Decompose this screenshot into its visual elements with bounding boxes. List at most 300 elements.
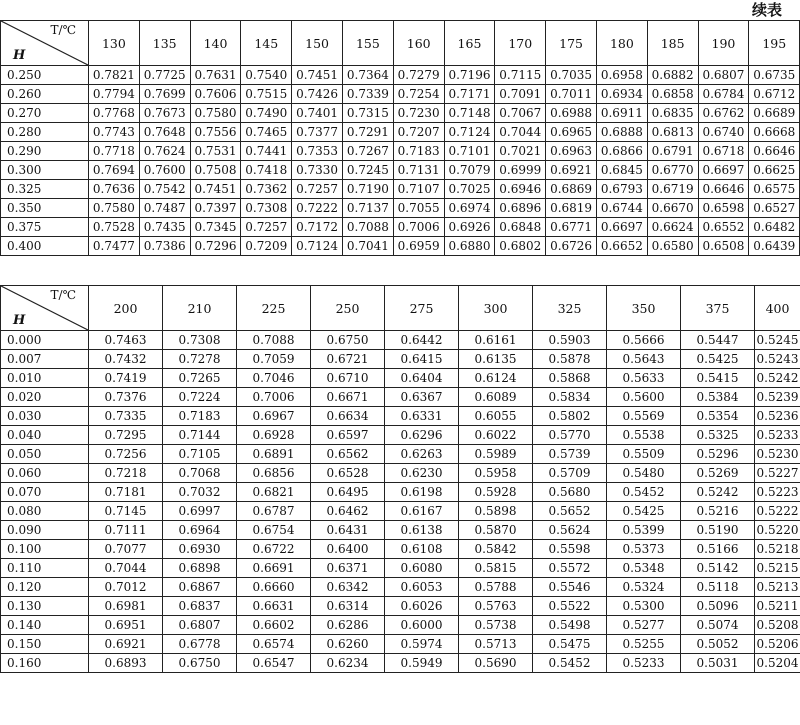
value-cell: 0.6793: [596, 180, 647, 199]
value-cell: 0.6744: [596, 199, 647, 218]
h-value-cell: 0.280: [1, 123, 89, 142]
value-cell: 0.5166: [681, 540, 755, 559]
temperature-header: 160: [393, 21, 444, 66]
value-cell: 0.5522: [533, 597, 607, 616]
value-cell: 0.5300: [607, 597, 681, 616]
temperature-header: 180: [596, 21, 647, 66]
value-cell: 0.6963: [546, 142, 597, 161]
value-cell: 0.6967: [237, 407, 311, 426]
h-value-cell: 0.400: [1, 237, 89, 256]
value-cell: 0.7077: [89, 540, 163, 559]
value-cell: 0.7041: [342, 237, 393, 256]
value-cell: 0.5480: [607, 464, 681, 483]
value-cell: 0.7432: [89, 350, 163, 369]
value-cell: 0.6951: [89, 616, 163, 635]
table-lower: [0, 285, 800, 673]
h-value-cell: 0.290: [1, 142, 89, 161]
value-cell: 0.7088: [342, 218, 393, 237]
value-cell: 0.6882: [647, 66, 698, 85]
value-cell: 0.5498: [533, 616, 607, 635]
value-cell: 0.6770: [647, 161, 698, 180]
value-cell: 0.6670: [647, 199, 698, 218]
value-cell: 0.6439: [749, 237, 800, 256]
value-cell: 0.5974: [385, 635, 459, 654]
table-row: [1, 66, 800, 85]
value-cell: 0.6835: [647, 104, 698, 123]
value-cell: 0.6807: [698, 66, 749, 85]
table-row: [1, 331, 800, 350]
h-value-cell: 0.040: [1, 426, 89, 445]
value-cell: 0.7401: [292, 104, 343, 123]
h-value-cell: 0.140: [1, 616, 89, 635]
value-cell: 0.7477: [89, 237, 140, 256]
value-cell: 0.6234: [311, 654, 385, 673]
value-cell: 0.7556: [190, 123, 241, 142]
value-cell: 0.6286: [311, 616, 385, 635]
value-cell: 0.7362: [241, 180, 292, 199]
value-cell: 0.7032: [163, 483, 237, 502]
table-row: [1, 521, 800, 540]
value-cell: 0.6415: [385, 350, 459, 369]
temperature-header: 225: [237, 286, 311, 331]
value-cell: 0.6580: [647, 237, 698, 256]
value-cell: 0.5325: [681, 426, 755, 445]
value-cell: 0.5643: [607, 350, 681, 369]
h-label: H: [13, 48, 26, 63]
value-cell: 0.6198: [385, 483, 459, 502]
value-cell: 0.5233: [755, 426, 800, 445]
table-row: [1, 237, 800, 256]
table-row: [1, 540, 800, 559]
value-cell: 0.5373: [607, 540, 681, 559]
value-cell: 0.7183: [163, 407, 237, 426]
value-cell: 0.6791: [647, 142, 698, 161]
value-cell: 0.7377: [292, 123, 343, 142]
h-value-cell: 0.110: [1, 559, 89, 578]
table-row: [1, 161, 800, 180]
value-cell: 0.6404: [385, 369, 459, 388]
value-cell: 0.7600: [139, 161, 190, 180]
temperature-header: 130: [89, 21, 140, 66]
value-cell: 0.5815: [459, 559, 533, 578]
value-cell: 0.7222: [292, 199, 343, 218]
corner-cell: [1, 286, 89, 331]
h-label: H: [13, 313, 26, 328]
value-cell: 0.5213: [755, 578, 800, 597]
value-cell: 0.6342: [311, 578, 385, 597]
value-cell: 0.6000: [385, 616, 459, 635]
value-cell: 0.7335: [89, 407, 163, 426]
table-row: [1, 445, 800, 464]
value-cell: 0.5242: [755, 369, 800, 388]
value-cell: 0.6668: [749, 123, 800, 142]
temperature-header: 170: [495, 21, 546, 66]
value-cell: 0.6367: [385, 388, 459, 407]
value-cell: 0.7257: [241, 218, 292, 237]
value-cell: 0.5425: [681, 350, 755, 369]
value-cell: 0.5142: [681, 559, 755, 578]
value-cell: 0.5958: [459, 464, 533, 483]
value-cell: 0.5348: [607, 559, 681, 578]
value-cell: 0.5666: [607, 331, 681, 350]
value-cell: 0.7768: [89, 104, 140, 123]
table-row: [1, 578, 800, 597]
value-cell: 0.6997: [163, 502, 237, 521]
value-cell: 0.7648: [139, 123, 190, 142]
value-cell: 0.6981: [89, 597, 163, 616]
h-value-cell: 0.250: [1, 66, 89, 85]
value-cell: 0.7606: [190, 85, 241, 104]
value-cell: 0.6750: [311, 331, 385, 350]
value-cell: 0.6898: [163, 559, 237, 578]
value-cell: 0.6722: [237, 540, 311, 559]
value-cell: 0.6821: [237, 483, 311, 502]
value-cell: 0.6958: [596, 66, 647, 85]
temperature-header: 325: [533, 286, 607, 331]
value-cell: 0.5399: [607, 521, 681, 540]
value-cell: 0.6802: [495, 237, 546, 256]
value-cell: 0.5842: [459, 540, 533, 559]
h-value-cell: 0.100: [1, 540, 89, 559]
value-cell: 0.6574: [237, 635, 311, 654]
value-cell: 0.5227: [755, 464, 800, 483]
value-cell: 0.7451: [292, 66, 343, 85]
value-cell: 0.7137: [342, 199, 393, 218]
temperature-header: 195: [749, 21, 800, 66]
value-cell: 0.7059: [237, 350, 311, 369]
value-cell: 0.7044: [495, 123, 546, 142]
value-cell: 0.7308: [241, 199, 292, 218]
value-cell: 0.5206: [755, 635, 800, 654]
value-cell: 0.5770: [533, 426, 607, 445]
value-cell: 0.5233: [607, 654, 681, 673]
value-cell: 0.5239: [755, 388, 800, 407]
value-cell: 0.6527: [749, 199, 800, 218]
value-cell: 0.7145: [89, 502, 163, 521]
value-cell: 0.7035: [546, 66, 597, 85]
value-cell: 0.6138: [385, 521, 459, 540]
value-cell: 0.5713: [459, 635, 533, 654]
table-row: [1, 502, 800, 521]
value-cell: 0.7386: [139, 237, 190, 256]
temperature-header: 200: [89, 286, 163, 331]
value-cell: 0.7278: [163, 350, 237, 369]
value-cell: 0.6869: [546, 180, 597, 199]
value-cell: 0.6124: [459, 369, 533, 388]
value-cell: 0.6866: [596, 142, 647, 161]
table-row: [1, 483, 800, 502]
value-cell: 0.6813: [647, 123, 698, 142]
value-cell: 0.5384: [681, 388, 755, 407]
value-cell: 0.5989: [459, 445, 533, 464]
value-cell: 0.6652: [596, 237, 647, 256]
value-cell: 0.7451: [190, 180, 241, 199]
value-cell: 0.6080: [385, 559, 459, 578]
value-cell: 0.5277: [607, 616, 681, 635]
value-cell: 0.7025: [444, 180, 495, 199]
value-cell: 0.5898: [459, 502, 533, 521]
value-cell: 0.5878: [533, 350, 607, 369]
value-cell: 0.7699: [139, 85, 190, 104]
value-cell: 0.6721: [311, 350, 385, 369]
value-cell: 0.5354: [681, 407, 755, 426]
value-cell: 0.7209: [241, 237, 292, 256]
value-cell: 0.5949: [385, 654, 459, 673]
value-cell: 0.7124: [292, 237, 343, 256]
continued-label: 续表: [751, 1, 782, 19]
value-cell: 0.5928: [459, 483, 533, 502]
value-cell: 0.5324: [607, 578, 681, 597]
temperature-header: 145: [241, 21, 292, 66]
value-cell: 0.7465: [241, 123, 292, 142]
table-row: [1, 142, 800, 161]
value-cell: 0.6528: [311, 464, 385, 483]
value-cell: 0.7487: [139, 199, 190, 218]
table-row: [1, 407, 800, 426]
value-cell: 0.7101: [444, 142, 495, 161]
temperature-header: 350: [607, 286, 681, 331]
value-cell: 0.6552: [698, 218, 749, 237]
value-cell: 0.6135: [459, 350, 533, 369]
value-cell: 0.6689: [749, 104, 800, 123]
value-cell: 0.6710: [311, 369, 385, 388]
value-cell: 0.7279: [393, 66, 444, 85]
value-cell: 0.6442: [385, 331, 459, 350]
value-cell: 0.5269: [681, 464, 755, 483]
temperature-header: 190: [698, 21, 749, 66]
value-cell: 0.7224: [163, 388, 237, 407]
value-cell: 0.7308: [163, 331, 237, 350]
value-cell: 0.6837: [163, 597, 237, 616]
value-cell: 0.7254: [393, 85, 444, 104]
value-cell: 0.7624: [139, 142, 190, 161]
h-value-cell: 0.300: [1, 161, 89, 180]
value-cell: 0.6848: [495, 218, 546, 237]
value-cell: 0.5425: [607, 502, 681, 521]
value-cell: 0.7245: [342, 161, 393, 180]
value-cell: 0.7067: [495, 104, 546, 123]
value-cell: 0.5709: [533, 464, 607, 483]
value-cell: 0.6988: [546, 104, 597, 123]
value-cell: 0.6562: [311, 445, 385, 464]
value-cell: 0.6959: [393, 237, 444, 256]
value-cell: 0.5652: [533, 502, 607, 521]
value-cell: 0.6712: [749, 85, 800, 104]
value-cell: 0.5222: [755, 502, 800, 521]
value-cell: 0.7006: [393, 218, 444, 237]
temperature-header: 165: [444, 21, 495, 66]
temperature-label: T/℃: [50, 23, 76, 37]
value-cell: 0.6891: [237, 445, 311, 464]
value-cell: 0.5624: [533, 521, 607, 540]
h-value-cell: 0.000: [1, 331, 89, 350]
value-cell: 0.5204: [755, 654, 800, 673]
value-cell: 0.7046: [237, 369, 311, 388]
table-row: [1, 597, 800, 616]
value-cell: 0.7055: [393, 199, 444, 218]
table-row: [1, 654, 800, 673]
value-cell: 0.7580: [89, 199, 140, 218]
h-value-cell: 0.030: [1, 407, 89, 426]
value-cell: 0.7115: [495, 66, 546, 85]
table-row: [1, 104, 800, 123]
table-upper: [0, 20, 800, 256]
value-cell: 0.7124: [444, 123, 495, 142]
value-cell: 0.7718: [89, 142, 140, 161]
value-cell: 0.6646: [698, 180, 749, 199]
value-cell: 0.6598: [698, 199, 749, 218]
temperature-header: 375: [681, 286, 755, 331]
value-cell: 0.5096: [681, 597, 755, 616]
value-cell: 0.6718: [698, 142, 749, 161]
value-cell: 0.7418: [241, 161, 292, 180]
temperature-header: 155: [342, 21, 393, 66]
h-value-cell: 0.070: [1, 483, 89, 502]
value-cell: 0.5569: [607, 407, 681, 426]
h-value-cell: 0.325: [1, 180, 89, 199]
temperature-label: T/℃: [50, 288, 76, 302]
header-row: [1, 286, 800, 331]
value-cell: 0.7105: [163, 445, 237, 464]
value-cell: 0.6260: [311, 635, 385, 654]
value-cell: 0.7463: [89, 331, 163, 350]
value-cell: 0.6575: [749, 180, 800, 199]
value-cell: 0.6726: [546, 237, 597, 256]
value-cell: 0.6314: [311, 597, 385, 616]
table-row: [1, 635, 800, 654]
value-cell: 0.7364: [342, 66, 393, 85]
temperature-header: 400: [755, 286, 800, 331]
value-cell: 0.7636: [89, 180, 140, 199]
value-cell: 0.6740: [698, 123, 749, 142]
value-cell: 0.7531: [190, 142, 241, 161]
value-cell: 0.6735: [749, 66, 800, 85]
h-value-cell: 0.080: [1, 502, 89, 521]
value-cell: 0.7111: [89, 521, 163, 540]
value-cell: 0.6089: [459, 388, 533, 407]
value-cell: 0.5415: [681, 369, 755, 388]
table-row: [1, 218, 800, 237]
value-cell: 0.7743: [89, 123, 140, 142]
table-row: [1, 559, 800, 578]
value-cell: 0.6719: [647, 180, 698, 199]
value-cell: 0.7172: [292, 218, 343, 237]
value-cell: 0.7256: [89, 445, 163, 464]
value-cell: 0.6880: [444, 237, 495, 256]
value-cell: 0.6462: [311, 502, 385, 521]
value-cell: 0.6230: [385, 464, 459, 483]
value-cell: 0.6819: [546, 199, 597, 218]
value-cell: 0.5242: [681, 483, 755, 502]
value-cell: 0.6697: [698, 161, 749, 180]
table-row: [1, 350, 800, 369]
value-cell: 0.6807: [163, 616, 237, 635]
value-cell: 0.6602: [237, 616, 311, 635]
value-cell: 0.6371: [311, 559, 385, 578]
value-cell: 0.7435: [139, 218, 190, 237]
value-cell: 0.5509: [607, 445, 681, 464]
value-cell: 0.7330: [292, 161, 343, 180]
value-cell: 0.5245: [755, 331, 800, 350]
value-cell: 0.7257: [292, 180, 343, 199]
h-value-cell: 0.007: [1, 350, 89, 369]
value-cell: 0.7021: [495, 142, 546, 161]
value-cell: 0.6022: [459, 426, 533, 445]
value-cell: 0.6778: [163, 635, 237, 654]
value-cell: 0.5236: [755, 407, 800, 426]
value-cell: 0.6055: [459, 407, 533, 426]
h-value-cell: 0.090: [1, 521, 89, 540]
temperature-header: 175: [546, 21, 597, 66]
value-cell: 0.5868: [533, 369, 607, 388]
value-cell: 0.6965: [546, 123, 597, 142]
value-cell: 0.7441: [241, 142, 292, 161]
value-cell: 0.7044: [89, 559, 163, 578]
value-cell: 0.5052: [681, 635, 755, 654]
value-cell: 0.7490: [241, 104, 292, 123]
value-cell: 0.7580: [190, 104, 241, 123]
h-value-cell: 0.375: [1, 218, 89, 237]
value-cell: 0.7265: [163, 369, 237, 388]
value-cell: 0.6771: [546, 218, 597, 237]
h-value-cell: 0.020: [1, 388, 89, 407]
value-cell: 0.6750: [163, 654, 237, 673]
value-cell: 0.7006: [237, 388, 311, 407]
value-cell: 0.6930: [163, 540, 237, 559]
value-cell: 0.5447: [681, 331, 755, 350]
temperature-header: 135: [139, 21, 190, 66]
value-cell: 0.5220: [755, 521, 800, 540]
value-cell: 0.6400: [311, 540, 385, 559]
h-value-cell: 0.010: [1, 369, 89, 388]
value-cell: 0.7419: [89, 369, 163, 388]
value-cell: 0.7079: [444, 161, 495, 180]
value-cell: 0.6660: [237, 578, 311, 597]
value-cell: 0.7196: [444, 66, 495, 85]
value-cell: 0.7397: [190, 199, 241, 218]
value-cell: 0.6634: [311, 407, 385, 426]
table-row: [1, 464, 800, 483]
value-cell: 0.7528: [89, 218, 140, 237]
value-cell: 0.6296: [385, 426, 459, 445]
value-cell: 0.7190: [342, 180, 393, 199]
value-cell: 0.6167: [385, 502, 459, 521]
h-value-cell: 0.350: [1, 199, 89, 218]
value-cell: 0.6646: [749, 142, 800, 161]
value-cell: 0.7267: [342, 142, 393, 161]
value-cell: 0.6858: [647, 85, 698, 104]
value-cell: 0.5870: [459, 521, 533, 540]
value-cell: 0.7376: [89, 388, 163, 407]
value-cell: 0.6893: [89, 654, 163, 673]
value-cell: 0.7542: [139, 180, 190, 199]
value-cell: 0.5633: [607, 369, 681, 388]
h-value-cell: 0.160: [1, 654, 89, 673]
value-cell: 0.7673: [139, 104, 190, 123]
value-cell: 0.7181: [89, 483, 163, 502]
value-cell: 0.6784: [698, 85, 749, 104]
value-cell: 0.6625: [749, 161, 800, 180]
value-cell: 0.7339: [342, 85, 393, 104]
value-cell: 0.6547: [237, 654, 311, 673]
value-cell: 0.5074: [681, 616, 755, 635]
value-cell: 0.6787: [237, 502, 311, 521]
value-cell: 0.6431: [311, 521, 385, 540]
value-cell: 0.5738: [459, 616, 533, 635]
table-row: [1, 388, 800, 407]
table-row: [1, 369, 800, 388]
table-row: [1, 199, 800, 218]
